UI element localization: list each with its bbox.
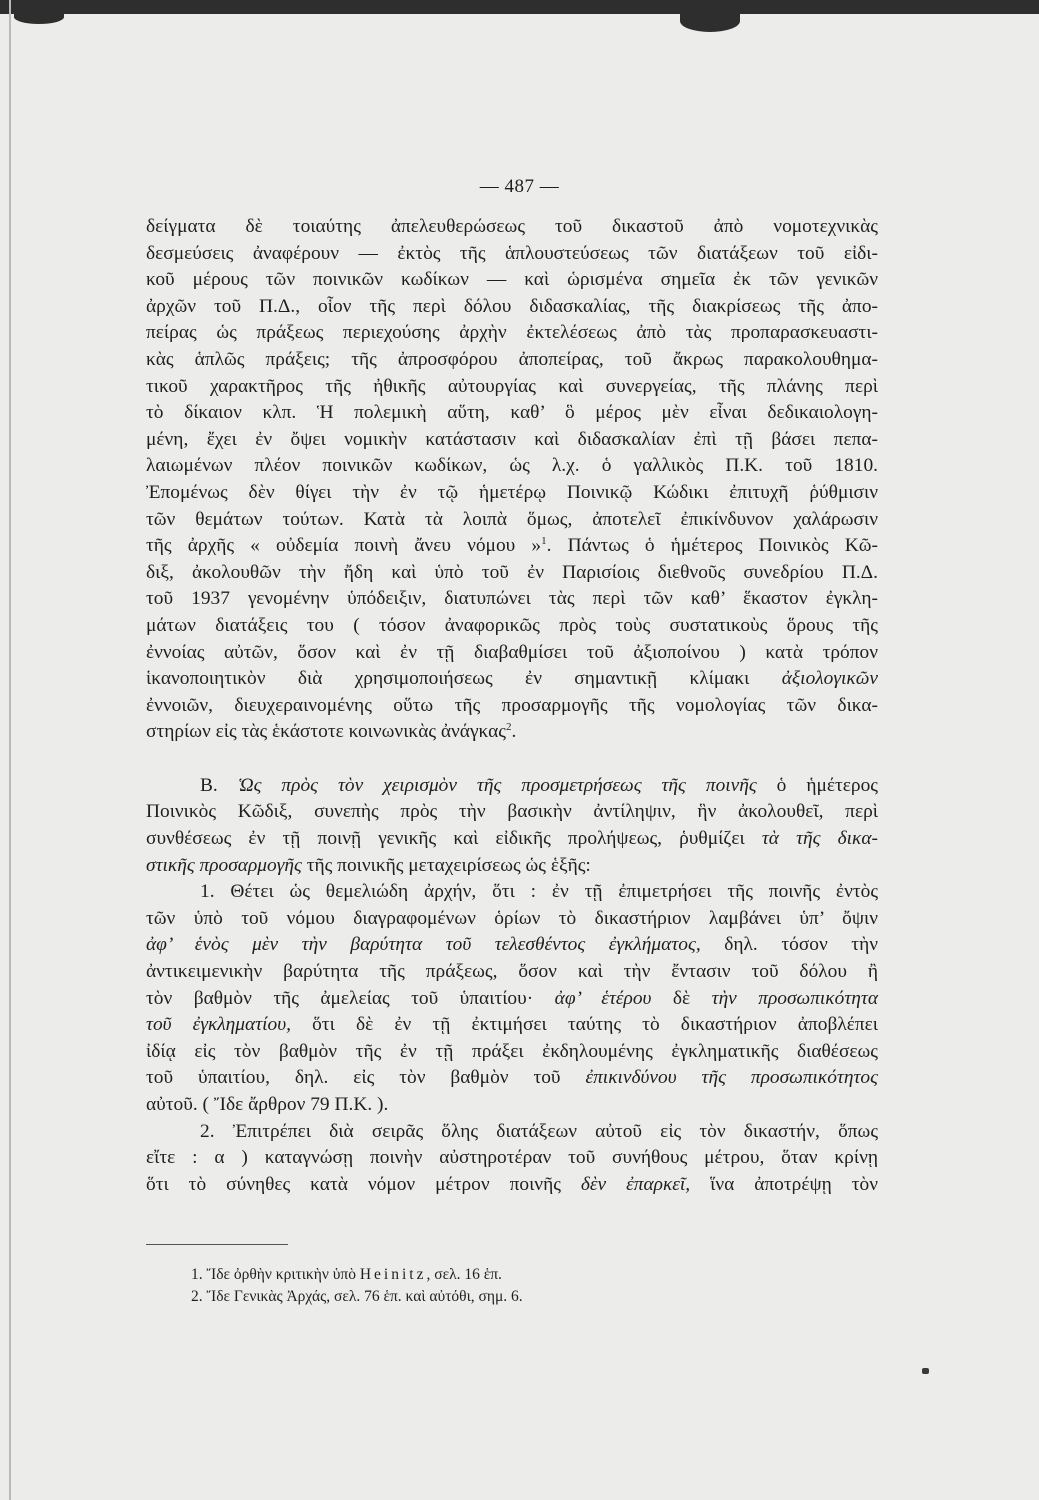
text-line: τῶν ὑπὸ τοῦ νόμου διαγραφομένων ὁρίων τὸ δικαστήριον λαμβάνει ὑπ’ ὄψιν [146,907,878,929]
section-b-heading-line: Β. Ὡς πρὸς τὸν χειρισμὸν τῆς προσμετρήσεως τῆς ποινῆς ὁ ἡμέτερος [200,774,878,796]
text-line: αὐτοῦ. ( Ἴδε ἄρθρον 79 Π.Κ. ). [146,1094,389,1115]
text-line: διξ, ἀκολουθῶν τὴν ἤδη καὶ ὑπὸ τοῦ ἐν Παρισίοις διεθνοῦς συνεδρίου Π.Δ. [146,561,878,583]
text-line: ἐννοιῶν, διευχεραινομένης οὕτω τῆς προσαρμογῆς τῆς νομολογίας τῶν δικα- [146,694,878,716]
footnote-divider [146,1244,288,1245]
text-line: κοῦ μέρους τῶν ποινικῶν κωδίκων — καὶ ὡρισμένα σημεῖα ἐκ τῶν γενικῶν [146,269,878,291]
text-line: στικῆς προσαρμογῆς τῆς ποινικῆς μεταχειρίσεως ὡς ἑξῆς: [146,854,591,876]
text-line: τῆς ἀρχῆς « οὐδεμία ποινὴ ἄνευ νόμου »$^1$. Πάντως ὁ ἡμέτερος Ποινικὸς Κῶ- [146,535,878,557]
emphasis: ἀξιολογικῶν [781,668,878,690]
text-line: Ποινικὸς Κῶδιξ, συνεπὴς πρὸς τὴν βασικὴν ἀντίληψιν, ἣν ἀκολουθεῖ, περὶ [146,801,878,823]
text-line: εἴτε : α ) καταγνώσῃ ποινὴν αὐστηροτέραν τοῦ συνήθους μέτρου, ὅταν κρίνῃ [146,1147,878,1169]
text-line: τοῦ 1937 γενομένην ὑπόδειξιν, διατυπώνει τὰς περὶ τῶν καθ’ ἕκαστον ἐγκλη- [146,588,878,610]
text-line: τικοῦ χαρακτῆρος τῆς ἠθικῆς αὐτουργίας καὶ συνεργείας, τῆς πλάνης περὶ [146,375,878,397]
page-number: — 487 — [479,176,560,197]
text-line: τοῦ ἐγκληματίου, ὅτι δὲ ἐν τῇ ἐκτιμήσει ταύτης τὸ δικαστήριον ἀποβλέπει [146,1014,879,1036]
section-b-heading: Ὡς πρὸς τὸν χειρισμὸν τῆς προσμετρήσεως τῆς ποινῆς [237,774,757,796]
scan-left-edge [9,0,11,1500]
footnotes [191,1264,523,1307]
item-2-line: 2. Ἐπιτρέπει διὰ σειρᾶς ὅλης διατάξεων αὐτοῦ εἰς τὸν δικαστήν, ὅπως [200,1120,878,1142]
text-line: ἀντικειμενικὴν βαρύτητα τῆς πράξεως, ὅσον καὶ τὴν ἔντασιν τοῦ δόλου ἢ [146,961,878,983]
footnote-2: 2. Ἴδε Γενικὰς Ἀρχάς, σελ. 76 ἑπ. καὶ αὐτόθι, σημ. 6. [191,1287,523,1305]
text-line: ἐννοίας αὐτῶν, ὅσον καὶ ἐν τῇ διαβαθμίσει τοῦ ἀξιοποίνου ) κατὰ τρόπον [146,641,878,663]
scan-top-edge [0,0,1039,14]
paragraph-gap [146,746,878,773]
scan-speck [922,1368,929,1374]
text-line: δεσμεύσεις ἀναφέρουν — ἐκτὸς τῆς ἁπλουστεύσεως τῶν διατάξεων τοῦ εἰδι- [146,242,878,264]
text-line: ἀρχῶν τοῦ Π.Δ., οἷον τῆς περὶ δόλου διδασκαλίας, τῆς διακρίσεως τῆς ἀπο- [146,295,878,317]
text-line: τὸ δίκαιον κλπ. Ἡ πολεμικὴ αὕτη, καθ’ ὃ μέρος μὲν εἶναι δεδικαιολογη- [146,402,878,424]
footnote-ref-2[interactable]: 2 [505,721,512,734]
text-line: κὰς ἁπλῶς πράξεις; τῆς ἀπροσφόρου ἀποπείρας, τοῦ ἄκρως παρακολουθημα- [146,348,878,370]
text-line: ἱκανοποιητικὸν διὰ χρησιμοποιήσεως ἐν σημαντικῇ κλίμακι ἀξιολογικῶν [146,668,878,690]
footnote-ref-1[interactable]: 1 [541,535,547,548]
text-line: στηρίων εἰς τὰς ἑκάστοτε κοινωνικὰς ἀνάγκας$^2$. [146,721,517,743]
footnote-1: 1. Ἴδε ὀρθὴν κριτικὴν ὑπὸ Heinitz, σελ. 16 ἑπ. [191,1266,502,1283]
text-line: μάτων διατάξεις του ( τόσον ἀναφορικῶς πρὸς τοὺς συστατικοὺς ὅρους τῆς [146,614,878,636]
text-line: ἰδίᾳ εἰς τὸν βαθμὸν τῆς ἐν τῇ πράξει ἐκδηλουμένης ἐγκληματικῆς διαθέσεως [146,1040,878,1062]
item-1-line: 1. Θέτει ὡς θεμελιώδη ἀρχήν, ὅτι : ἐν τῇ ἐπιμετρήσει τῆς ποινῆς ἐντὸς [200,881,878,903]
text-line: ὅτι τὸ σύνηθες κατὰ νόμον μέτρον ποινῆς δὲν ἐπαρκεῖ, ἵνα ἀποτρέψῃ τὸν [146,1173,878,1195]
text-line: μένη, ἔχει ἐν ὄψει νομικὴν κατάστασιν καὶ διδασκαλίαν ἐπὶ τῇ βάσει πεπα- [146,428,878,450]
body-text [146,214,878,1198]
text-line: συνθέσεως ἐν τῇ ποινῇ γενικῆς καὶ εἰδικῆς προλήψεως, ῥυθμίζει τὰ τῆς δικα- [146,828,878,850]
text-line: τῶν θεμάτων τούτων. Κατὰ τὰ λοιπὰ ὅμως, ἀποτελεῖ ἐπικίνδυνον χαλάρωσιν [146,508,878,530]
text-line: δείγματα δὲ τοιαύτης ἀπελευθερώσεως τοῦ δικαστοῦ ἀπὸ νομοτεχνικὰς [146,216,878,237]
text-line: Ἐπομένως δὲν θίγει τὴν ἐν τῷ ἡμετέρῳ Ποινικῷ Κώδικι ἐπιτυχῆ ῥύθμισιν [146,481,878,503]
text-line: λαιωμένων πλέον ποινικῶν κωδίκων, ὡς λ.χ. ὁ γαλλικὸς Π.Κ. τοῦ 1810. [146,455,878,477]
text-line: τὸν βαθμὸν τῆς ἀμελείας τοῦ ὑπαιτίου· ἀφ’ ἑτέρου δὲ τὴν προσωπικότητα [146,987,878,1009]
text-line: ἀφ’ ἑνὸς μὲν τὴν βαρύτητα τοῦ τελεσθέντος ἐγκλήματος, δηλ. τόσον τὴν [146,934,878,956]
author-name: Heinitz [359,1266,427,1283]
text-line: πείρας ὡς πράξεως περιεχούσης ἀρχὴν ἐκτελέσεως ἀπὸ τὰς προπαρασκευαστι- [146,322,878,344]
text-line: τοῦ ὑπαιτίου, δηλ. εἰς τὸν βαθμὸν τοῦ ἐπικινδύνου τῆς προσωπικότητος [146,1067,878,1089]
